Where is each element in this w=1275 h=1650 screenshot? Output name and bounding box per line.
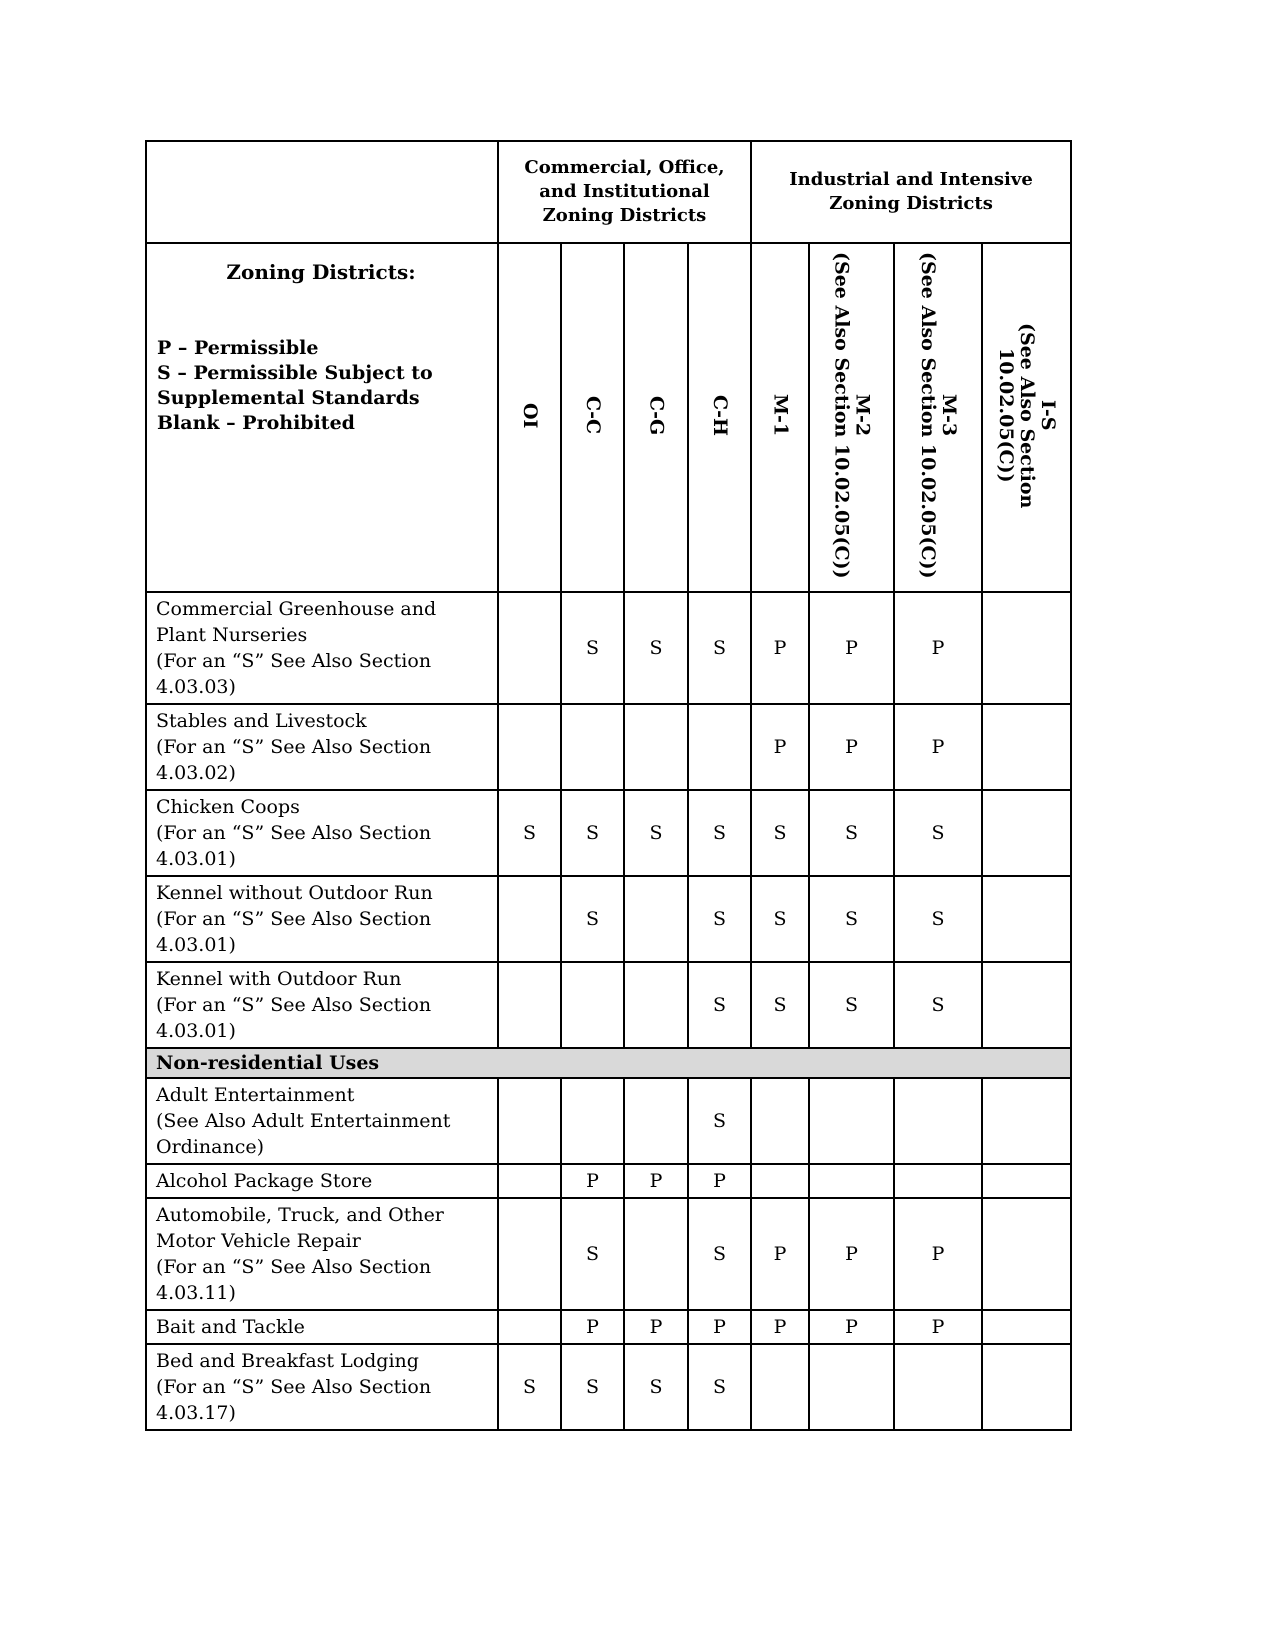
value-cell: P bbox=[894, 592, 982, 704]
value-cell: P bbox=[809, 592, 894, 704]
value-cell bbox=[624, 704, 688, 790]
column-label: C-G bbox=[645, 395, 668, 435]
value-cell: S bbox=[751, 876, 809, 962]
value-cell: S bbox=[751, 790, 809, 876]
column-label: I-S bbox=[1037, 400, 1060, 431]
value-cell bbox=[498, 1078, 561, 1164]
use-name: Commercial Greenhouse and Plant Nurseries bbox=[156, 597, 437, 646]
legend-cell bbox=[146, 243, 498, 592]
value-cell bbox=[894, 1164, 982, 1198]
value-cell bbox=[982, 592, 1071, 704]
column-label: M-3 bbox=[938, 394, 960, 437]
column-note: (See Also Section 10.02.05(C)) bbox=[917, 252, 939, 579]
column-header-text bbox=[519, 403, 540, 428]
value-cell bbox=[982, 704, 1071, 790]
group-header-industrial: Industrial and Intensive Zoning Districts bbox=[751, 141, 1071, 243]
value-cell: S bbox=[688, 1078, 751, 1164]
legend-line-blank: Blank – Prohibited bbox=[157, 412, 355, 434]
column-header-text bbox=[831, 252, 873, 579]
value-cell bbox=[982, 1310, 1071, 1344]
value-cell bbox=[982, 962, 1071, 1048]
value-cell: S bbox=[894, 790, 982, 876]
value-cell: S bbox=[498, 790, 561, 876]
column-header-cg bbox=[624, 243, 688, 592]
column-header-m1 bbox=[751, 243, 809, 592]
value-cell bbox=[809, 1344, 894, 1430]
value-cell bbox=[982, 1164, 1071, 1198]
group-header-commercial: Commercial, Office, and Institutional Zoning Districts bbox=[498, 141, 751, 243]
column-label: M-2 bbox=[851, 394, 874, 437]
use-row bbox=[146, 1078, 1071, 1164]
value-cell bbox=[624, 1078, 688, 1164]
use-note: (For an “S” See Also Section 4.03.01) bbox=[156, 907, 432, 956]
value-cell: S bbox=[624, 1344, 688, 1430]
column-header-text bbox=[646, 396, 667, 435]
value-cell: S bbox=[561, 876, 624, 962]
legend-lines bbox=[157, 336, 485, 436]
column-header-ch bbox=[688, 243, 751, 592]
value-cell bbox=[561, 1078, 624, 1164]
column-header-text bbox=[917, 252, 959, 579]
use-row bbox=[146, 790, 1071, 876]
value-cell: S bbox=[561, 592, 624, 704]
value-cell bbox=[498, 1164, 561, 1198]
column-note: (See Also Section bbox=[1016, 322, 1039, 508]
value-cell: P bbox=[751, 704, 809, 790]
value-cell bbox=[561, 704, 624, 790]
group-header-row bbox=[146, 141, 1071, 243]
use-name: Stables and Livestock bbox=[156, 709, 367, 732]
corner-cell bbox=[146, 141, 498, 243]
value-cell bbox=[498, 962, 561, 1048]
value-cell bbox=[498, 704, 561, 790]
use-cell bbox=[146, 592, 498, 704]
value-cell: P bbox=[561, 1310, 624, 1344]
column-label: OI bbox=[519, 402, 541, 428]
value-cell bbox=[624, 1198, 688, 1310]
use-row bbox=[146, 1310, 1071, 1344]
section-header-row bbox=[146, 1048, 1071, 1078]
use-row bbox=[146, 962, 1071, 1048]
value-cell: P bbox=[688, 1164, 751, 1198]
use-note: (For an “S” See Also Section 4.03.11) bbox=[156, 1255, 432, 1304]
value-cell bbox=[561, 962, 624, 1048]
column-header-text bbox=[709, 395, 730, 436]
value-cell: S bbox=[809, 962, 894, 1048]
value-cell: P bbox=[751, 1198, 809, 1310]
use-name: Bed and Breakfast Lodging bbox=[156, 1349, 419, 1372]
column-header-text bbox=[582, 396, 603, 434]
use-cell bbox=[146, 1344, 498, 1430]
value-cell bbox=[982, 1344, 1071, 1430]
use-note: (For an “S” See Also Section 4.03.03) bbox=[156, 649, 432, 698]
value-cell bbox=[688, 704, 751, 790]
value-cell: S bbox=[688, 790, 751, 876]
column-label: C-C bbox=[582, 396, 604, 435]
value-cell bbox=[982, 876, 1071, 962]
value-cell: S bbox=[498, 1344, 561, 1430]
use-cell bbox=[146, 1198, 498, 1310]
value-cell: S bbox=[688, 592, 751, 704]
use-cell bbox=[146, 704, 498, 790]
value-cell bbox=[809, 1078, 894, 1164]
use-name: Chicken Coops bbox=[156, 795, 300, 818]
use-name: Automobile, Truck, and Other Motor Vehicle Repair bbox=[156, 1203, 444, 1252]
value-cell: S bbox=[688, 1198, 751, 1310]
use-row bbox=[146, 704, 1071, 790]
legend-line-supplemental: Supplemental Standards bbox=[157, 387, 420, 409]
value-cell bbox=[624, 876, 688, 962]
value-cell bbox=[498, 592, 561, 704]
use-name: Alcohol Package Store bbox=[156, 1169, 373, 1192]
column-header-m2 bbox=[809, 243, 894, 592]
column-label: C-H bbox=[709, 394, 731, 436]
value-cell: P bbox=[809, 1310, 894, 1344]
value-cell bbox=[624, 962, 688, 1048]
column-note: (See Also Section 10.02.05(C)) bbox=[830, 252, 853, 579]
column-header-m3 bbox=[894, 243, 982, 592]
value-cell: S bbox=[688, 876, 751, 962]
value-cell: P bbox=[894, 1310, 982, 1344]
use-cell bbox=[146, 1078, 498, 1164]
use-note: (For an “S” See Also Section 4.03.01) bbox=[156, 821, 432, 870]
use-name: Bait and Tackle bbox=[156, 1315, 305, 1338]
value-cell bbox=[809, 1164, 894, 1198]
column-header-text bbox=[995, 323, 1058, 508]
value-cell: S bbox=[561, 790, 624, 876]
value-cell: P bbox=[751, 1310, 809, 1344]
value-cell: S bbox=[624, 592, 688, 704]
column-header-oi bbox=[498, 243, 561, 592]
use-row bbox=[146, 1164, 1071, 1198]
value-cell: P bbox=[561, 1164, 624, 1198]
value-cell: S bbox=[624, 790, 688, 876]
value-cell: P bbox=[624, 1164, 688, 1198]
use-note: (For an “S” See Also Section 4.03.02) bbox=[156, 735, 432, 784]
column-header-is bbox=[982, 243, 1071, 592]
use-note: (For an “S” See Also Section 4.03.17) bbox=[156, 1375, 432, 1424]
value-cell bbox=[498, 1310, 561, 1344]
value-cell: P bbox=[751, 592, 809, 704]
use-row bbox=[146, 1198, 1071, 1310]
value-cell bbox=[498, 1198, 561, 1310]
use-row bbox=[146, 592, 1071, 704]
value-cell: P bbox=[809, 704, 894, 790]
zoning-use-table bbox=[145, 140, 1072, 1431]
use-cell bbox=[146, 962, 498, 1048]
use-cell bbox=[146, 876, 498, 962]
value-cell bbox=[894, 1078, 982, 1164]
column-header-cc bbox=[561, 243, 624, 592]
value-cell: S bbox=[688, 962, 751, 1048]
legend-line-p: P – Permissible bbox=[157, 337, 319, 359]
column-header-row bbox=[146, 243, 1071, 592]
use-name: Adult Entertainment bbox=[156, 1083, 355, 1106]
section-header: Non-residential Uses bbox=[146, 1048, 1071, 1078]
value-cell: S bbox=[894, 962, 982, 1048]
legend-title: Zoning Districts: bbox=[226, 260, 416, 284]
column-note: 10.02.05(C)) bbox=[995, 347, 1018, 483]
value-cell bbox=[751, 1164, 809, 1198]
value-cell: P bbox=[624, 1310, 688, 1344]
value-cell bbox=[982, 1078, 1071, 1164]
value-cell: S bbox=[688, 1344, 751, 1430]
value-cell: S bbox=[561, 1198, 624, 1310]
value-cell: S bbox=[809, 790, 894, 876]
value-cell bbox=[498, 876, 561, 962]
value-cell bbox=[751, 1344, 809, 1430]
use-row bbox=[146, 876, 1071, 962]
value-cell bbox=[894, 1344, 982, 1430]
value-cell: P bbox=[688, 1310, 751, 1344]
value-cell: S bbox=[894, 876, 982, 962]
value-cell: P bbox=[894, 1198, 982, 1310]
column-label: M-1 bbox=[769, 394, 792, 437]
legend-line-s: S – Permissible Subject to bbox=[157, 362, 433, 384]
use-name: Kennel without Outdoor Run bbox=[156, 881, 433, 904]
value-cell: S bbox=[809, 876, 894, 962]
use-note: (For an “S” See Also Section 4.03.01) bbox=[156, 993, 432, 1042]
use-name: Kennel with Outdoor Run bbox=[156, 967, 402, 990]
use-cell bbox=[146, 1164, 498, 1198]
value-cell bbox=[982, 790, 1071, 876]
value-cell: S bbox=[561, 1344, 624, 1430]
value-cell: P bbox=[809, 1198, 894, 1310]
column-header-text bbox=[770, 394, 791, 436]
use-cell bbox=[146, 1310, 498, 1344]
value-cell bbox=[751, 1078, 809, 1164]
use-row bbox=[146, 1344, 1071, 1430]
value-cell: S bbox=[751, 962, 809, 1048]
value-cell bbox=[982, 1198, 1071, 1310]
value-cell: P bbox=[894, 704, 982, 790]
use-cell bbox=[146, 790, 498, 876]
use-note: (See Also Adult Entertainment Ordinance) bbox=[156, 1109, 451, 1158]
